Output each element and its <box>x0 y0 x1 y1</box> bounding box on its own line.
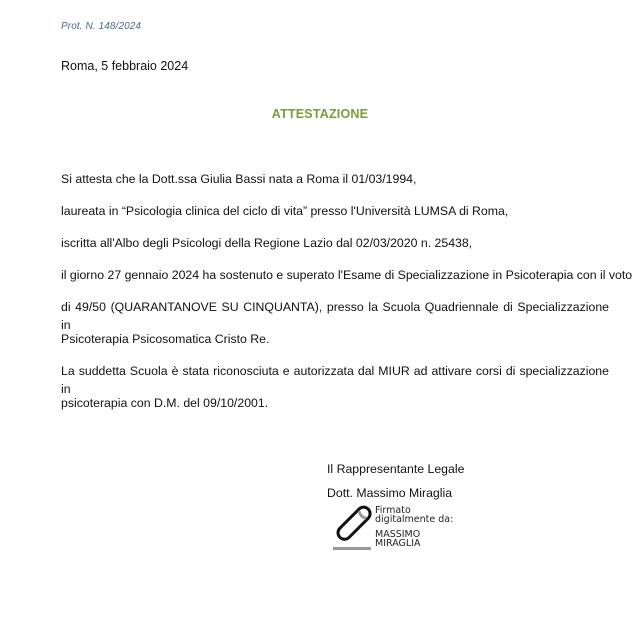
protocol-number: Prot. N. 148/2024 <box>61 21 142 32</box>
body-line: il giorno 27 gennaio 2024 ha sostenuto e superato l'Esame di Specializzazione in Psicoterapia con il voto <box>61 268 633 282</box>
stamp-line2: digitalmente da: <box>375 514 454 525</box>
body-line: iscritta all'Albo degli Psicologi della Regione Lazio dal 02/03/2020 n. 25438, <box>61 236 473 250</box>
body-line: Si attesta che la Dott.ssa Giulia Bassi nata a Roma il 01/03/1994, <box>61 172 417 186</box>
pen-icon <box>333 505 373 553</box>
attestation-body <box>61 170 633 426</box>
body-line: psicoterapia con D.M. del 09/10/2001. <box>61 396 269 410</box>
body-line: laureata in “Psicologia clinica del ciclo di vita” presso l'Università LUMSA di Roma, <box>61 204 509 218</box>
place-date: Roma, 5 febbraio 2024 <box>61 59 189 73</box>
stamp-text <box>375 506 453 548</box>
stamp-line1: Firmato <box>375 505 411 516</box>
stamp-signer-2: MIRAGLIA <box>375 538 421 549</box>
body-line: Psicoterapia Psicosomatica Cristo Re. <box>61 332 270 346</box>
stamp-signer-1: MASSIMO <box>375 529 421 540</box>
signer-role: Il Rappresentante Legale <box>327 462 465 476</box>
body-line: La suddetta Scuola è stata riconosciuta e autorizzata dal MIUR ad attivare corsi di specializzazione in <box>61 364 609 396</box>
digital-signature-stamp <box>333 505 473 553</box>
document-title: ATTESTAZIONE <box>271 107 369 121</box>
body-line: di 49/50 (QUARANTANOVE SU CINQUANTA), presso la Scuola Quadriennale di Specializzazione in <box>61 300 609 332</box>
signature-block <box>327 460 464 508</box>
signer-name: Dott. Massimo Miraglia <box>327 486 453 500</box>
